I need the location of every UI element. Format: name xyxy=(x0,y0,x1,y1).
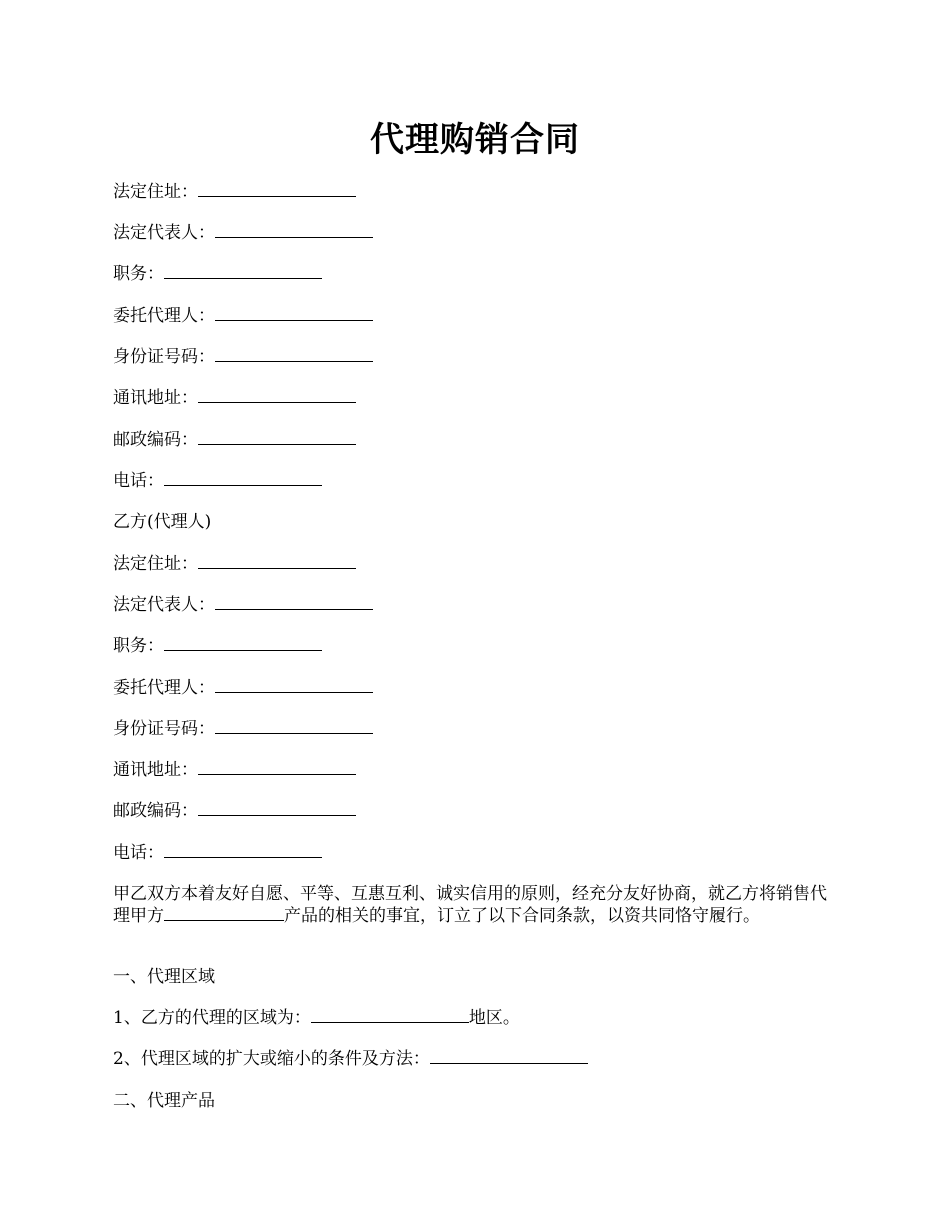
field-label: 法定住址： xyxy=(113,554,198,574)
field-label: 邮政编码： xyxy=(113,430,198,450)
blank-line xyxy=(198,801,356,816)
field-position-a xyxy=(113,263,322,285)
blank-line xyxy=(215,347,373,362)
clause-1-prefix: 1、乙方的代理的区域为： xyxy=(113,1008,311,1028)
field-mail-address-b xyxy=(113,759,356,781)
field-label: 法定住址： xyxy=(113,182,198,202)
blank-line xyxy=(164,471,322,486)
field-label: 法定代表人： xyxy=(113,595,215,615)
field-legal-rep-b xyxy=(113,594,373,616)
field-position-b xyxy=(113,635,322,657)
clause-2 xyxy=(113,1048,588,1070)
field-label: 电话： xyxy=(113,843,164,863)
intro-text-1: 甲乙双方本着友好自愿、平等、互惠互利、诚实信用的原则，经充分友好协商，就乙方将销售代理甲方 xyxy=(113,884,827,926)
field-id-number-a xyxy=(113,346,373,368)
blank-line xyxy=(215,223,373,238)
field-postcode-a xyxy=(113,429,356,451)
field-label: 委托代理人： xyxy=(113,306,215,326)
field-agent-a xyxy=(113,305,373,327)
field-legal-address-a xyxy=(113,181,356,203)
blank-line xyxy=(430,1049,588,1064)
field-phone-b xyxy=(113,842,322,864)
intro-paragraph xyxy=(113,883,843,927)
field-mail-address-a xyxy=(113,387,356,409)
field-label: 法定代表人： xyxy=(113,223,215,243)
blank-line xyxy=(164,843,322,858)
clause-1 xyxy=(113,1007,520,1029)
document-title: 代理购销合同 xyxy=(370,120,580,160)
blank-line xyxy=(215,719,373,734)
intro-text-2: 产品的相关的事宜，订立了以下合同条款，以资共同恪守履行。 xyxy=(284,906,760,926)
field-label: 通讯地址： xyxy=(113,760,198,780)
clause-1-suffix: 地区。 xyxy=(468,1008,520,1028)
blank-line xyxy=(215,678,373,693)
blank-line xyxy=(198,182,356,197)
blank-line xyxy=(215,595,373,610)
field-label: 邮政编码： xyxy=(113,801,198,821)
blank-line xyxy=(164,636,322,651)
section-2-heading: 二、代理产品 xyxy=(113,1091,215,1111)
blank-line xyxy=(198,760,356,775)
field-postcode-b xyxy=(113,800,356,822)
blank-line xyxy=(164,906,284,921)
field-label: 身份证号码： xyxy=(113,347,215,367)
blank-line xyxy=(164,264,322,279)
field-legal-rep-a xyxy=(113,222,373,244)
section-1-heading: 一、代理区域 xyxy=(113,967,215,987)
blank-line xyxy=(198,388,356,403)
field-id-number-b xyxy=(113,718,373,740)
field-phone-a xyxy=(113,470,322,492)
field-agent-b xyxy=(113,677,373,699)
field-label: 通讯地址： xyxy=(113,388,198,408)
blank-line xyxy=(215,306,373,321)
field-label: 身份证号码： xyxy=(113,719,215,739)
clause-2-prefix: 2、代理区域的扩大或缩小的条件及方法： xyxy=(113,1049,430,1069)
blank-line xyxy=(198,430,356,445)
party-b-heading: 乙方(代理人) xyxy=(113,512,212,532)
field-label: 电话： xyxy=(113,471,164,491)
field-legal-address-b xyxy=(113,553,356,575)
blank-line xyxy=(198,554,356,569)
field-label: 委托代理人： xyxy=(113,678,215,698)
field-label: 职务： xyxy=(113,636,164,656)
field-label: 职务： xyxy=(113,264,164,284)
blank-line xyxy=(311,1008,469,1023)
